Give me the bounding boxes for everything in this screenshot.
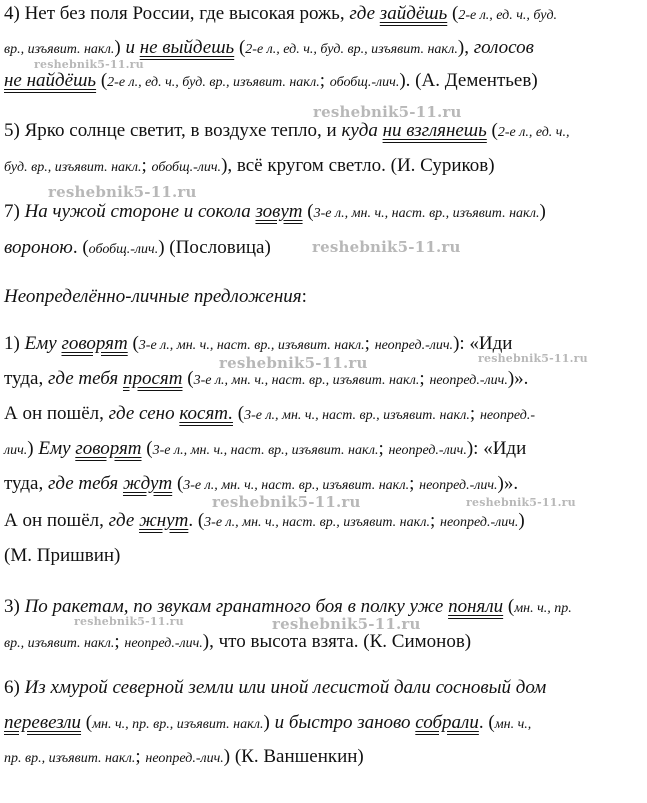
text-segment: ( <box>172 473 184 494</box>
text-segment: неопред.- <box>479 408 536 423</box>
predicate-verb: говорят <box>61 333 128 354</box>
text-segment: ( <box>234 37 246 58</box>
text-segment: ; <box>469 403 480 424</box>
watermark: reshebnik5-11.ru <box>74 615 184 628</box>
text-segment: 3-е л., мн. ч., наст. вр., изъявит. накл. <box>138 338 365 353</box>
watermark: reshebnik5-11.ru <box>312 238 461 256</box>
text-segment: 6) <box>4 677 25 698</box>
text-segment: вр., изъявит. накл. <box>4 636 115 651</box>
text-segment: обобщ.-лич. <box>329 75 400 90</box>
predicate-verb: перевезли <box>4 712 82 733</box>
text-segment: ), <box>457 37 474 58</box>
predicate-verb: зайдёшь <box>379 3 448 24</box>
watermark: reshebnik5-11.ru <box>212 493 361 511</box>
text-segment: мн. ч., пр. <box>514 601 572 616</box>
text-segment: ; <box>419 368 430 389</box>
text-segment: Ему <box>24 333 62 354</box>
text-line-20 <box>4 746 364 770</box>
section-heading <box>4 286 307 308</box>
watermark: reshebnik5-11.ru <box>466 496 576 509</box>
text-segment: ( <box>127 333 139 354</box>
text-line-7 <box>4 237 271 261</box>
predicate-verb: косят. <box>179 403 233 424</box>
text-segment: 3) <box>4 596 25 617</box>
text-line-19 <box>4 712 531 736</box>
text-segment: 2-е л., ед. ч., буд. вр., изъявит. накл. <box>245 42 458 57</box>
text-line-4 <box>4 120 569 144</box>
predicate-verb: зовут <box>255 201 303 222</box>
text-segment: 4) Нет без поля России, где высокая рожь, <box>4 3 350 24</box>
text-segment: ; <box>319 70 330 91</box>
text-segment: 3-е л., мн. ч., наст. вр., изъявит. накл. <box>244 408 470 423</box>
text-segment: . ( <box>72 237 89 258</box>
text-line-18 <box>4 677 546 699</box>
text-segment: 5) Ярко солнце светит, в воздухе тепло, и <box>4 120 342 141</box>
text-segment: ( <box>182 368 194 389</box>
text-line-1 <box>4 3 557 27</box>
predicate-verb: просят <box>122 368 183 389</box>
text-segment: ) <box>539 201 546 222</box>
text-segment: 3-е л., мн. ч., наст. вр., изъявит. накл. <box>183 478 410 493</box>
text-segment: неопред.-лич. <box>419 478 498 493</box>
text-segment: ( <box>302 201 314 222</box>
text-segment: Ему <box>38 438 76 459</box>
text-segment: неопред.-лич. <box>145 751 224 766</box>
text-line-3 <box>4 70 538 94</box>
text-segment: )». <box>497 473 519 494</box>
text-segment: где <box>349 3 380 24</box>
text-segment: неопред.-лич. <box>440 515 519 530</box>
text-segment: ): «Иди <box>466 438 527 459</box>
text-segment: обобщ.-лич. <box>151 160 222 175</box>
text-segment: лич. <box>4 443 28 458</box>
text-line-5 <box>4 155 495 179</box>
text-segment: и <box>125 37 140 58</box>
text-segment: 3-е л., мн. ч., наст. вр., изъявит. накл. <box>193 373 420 388</box>
predicate-verb: поняли <box>448 596 504 617</box>
predicate-verb: жнут <box>139 510 189 531</box>
text-segment: ; <box>141 155 152 176</box>
text-segment: ; <box>378 438 389 459</box>
text-segment: ( <box>447 3 459 24</box>
text-segment: ( <box>96 70 108 91</box>
predicate-verb: говорят <box>75 438 142 459</box>
text-segment: ) (К. Ваншенкин) <box>223 746 364 767</box>
text-segment: неопред.-лич. <box>388 443 467 458</box>
text-segment: )». <box>507 368 529 389</box>
text-segment: (М. Пришвин) <box>4 545 121 566</box>
text-segment: ) <box>114 37 126 58</box>
watermark: reshebnik5-11.ru <box>478 352 588 365</box>
text-segment: голосов <box>473 37 534 58</box>
text-segment: По ракетам, по звукам гранатного боя в полку уже <box>24 596 449 617</box>
text-segment: : <box>301 286 307 307</box>
text-segment: где сено <box>108 403 180 424</box>
predicate-verb: не выйдешь <box>139 37 235 58</box>
text-segment: туда, <box>4 473 48 494</box>
text-segment: пр. вр., изъявит. накл. <box>4 751 136 766</box>
text-segment: буд. вр., изъявит. накл. <box>4 160 142 175</box>
text-segment: где <box>108 510 140 531</box>
text-segment: вр., изъявит. накл. <box>4 42 115 57</box>
text-segment: ; <box>114 631 125 652</box>
text-segment: . ( <box>478 712 495 733</box>
text-segment: ) <box>518 510 525 531</box>
text-segment: ( <box>486 120 498 141</box>
text-segment: мн. ч., пр. вр., изъявит. накл. <box>92 717 264 732</box>
text-segment: . ( <box>188 510 205 531</box>
text-segment: 3-е л., мн. ч., наст. вр., изъявит. накл. <box>204 515 431 530</box>
text-segment: ), что высота взята. (К. Симонов) <box>202 631 472 652</box>
text-segment: ; <box>430 510 441 531</box>
watermark: reshebnik5-11.ru <box>219 354 368 372</box>
text-segment: ) <box>27 438 39 459</box>
text-segment: ). (А. Дементьев) <box>399 70 538 91</box>
text-segment: туда, <box>4 368 48 389</box>
text-segment: ( <box>81 712 93 733</box>
text-line-6 <box>4 201 546 225</box>
text-segment: ( <box>141 438 153 459</box>
text-segment: ) <box>263 712 275 733</box>
watermark: reshebnik5-11.ru <box>48 183 197 201</box>
text-segment: мн. ч., <box>494 717 532 732</box>
text-segment: 7) <box>4 201 25 222</box>
text-segment: А он пошёл, <box>4 510 109 531</box>
text-segment: неопред.-лич. <box>374 338 454 353</box>
text-segment: и быстро заново <box>274 712 416 733</box>
text-segment: Из хмурой северной земли или иной лесистой дали сосновый дом <box>24 677 547 698</box>
predicate-verb: не найдёшь <box>4 70 97 91</box>
text-segment: ), всё кругом светло. (И. Суриков) <box>221 155 495 176</box>
text-segment: 1) <box>4 333 25 354</box>
text-segment: 2-е л., ед. ч., буд. <box>458 8 558 23</box>
text-segment: неопред.-лич. <box>124 636 203 651</box>
text-line-12 <box>4 438 526 462</box>
text-line-15 <box>4 545 120 567</box>
text-line-11 <box>4 403 535 427</box>
text-segment: ; <box>135 746 146 767</box>
text-line-17 <box>4 631 471 655</box>
text-segment: вороною <box>4 237 73 258</box>
text-segment: 2-е л., ед. ч., буд. вр., изъявит. накл. <box>107 75 320 90</box>
text-segment: 3-е л., мн. ч., наст. вр., изъявит. накл. <box>152 443 379 458</box>
text-segment: 2-е л., ед. ч., <box>497 125 570 140</box>
text-segment: неопред.-лич. <box>429 373 508 388</box>
text-segment: А он пошёл, <box>4 403 109 424</box>
text-line-14 <box>4 510 525 534</box>
watermark: reshebnik5-11.ru <box>272 615 421 633</box>
predicate-verb: ни взглянешь <box>382 120 487 141</box>
text-segment: ) (Пословица) <box>158 237 271 258</box>
predicate-verb: собрали <box>415 712 479 733</box>
text-segment: где тебя <box>47 473 123 494</box>
text-segment: На чужой стороне и сокола <box>24 201 256 222</box>
text-segment: где тебя <box>47 368 123 389</box>
text-segment: Неопределённо-личные предложения <box>4 286 302 307</box>
watermark: reshebnik5-11.ru <box>34 58 144 71</box>
text-segment: ( <box>503 596 515 617</box>
text-segment: ; <box>409 473 420 494</box>
text-segment: ( <box>232 403 245 424</box>
text-segment: ; <box>364 333 375 354</box>
text-segment: ): «Иди <box>453 333 513 354</box>
text-segment: обобщ.-лич. <box>88 242 159 257</box>
predicate-verb: ждут <box>122 473 173 494</box>
text-segment: куда <box>341 120 383 141</box>
text-segment: 3-е л., мн. ч., наст. вр., изъявит. накл. <box>313 206 540 221</box>
watermark: reshebnik5-11.ru <box>313 103 462 121</box>
